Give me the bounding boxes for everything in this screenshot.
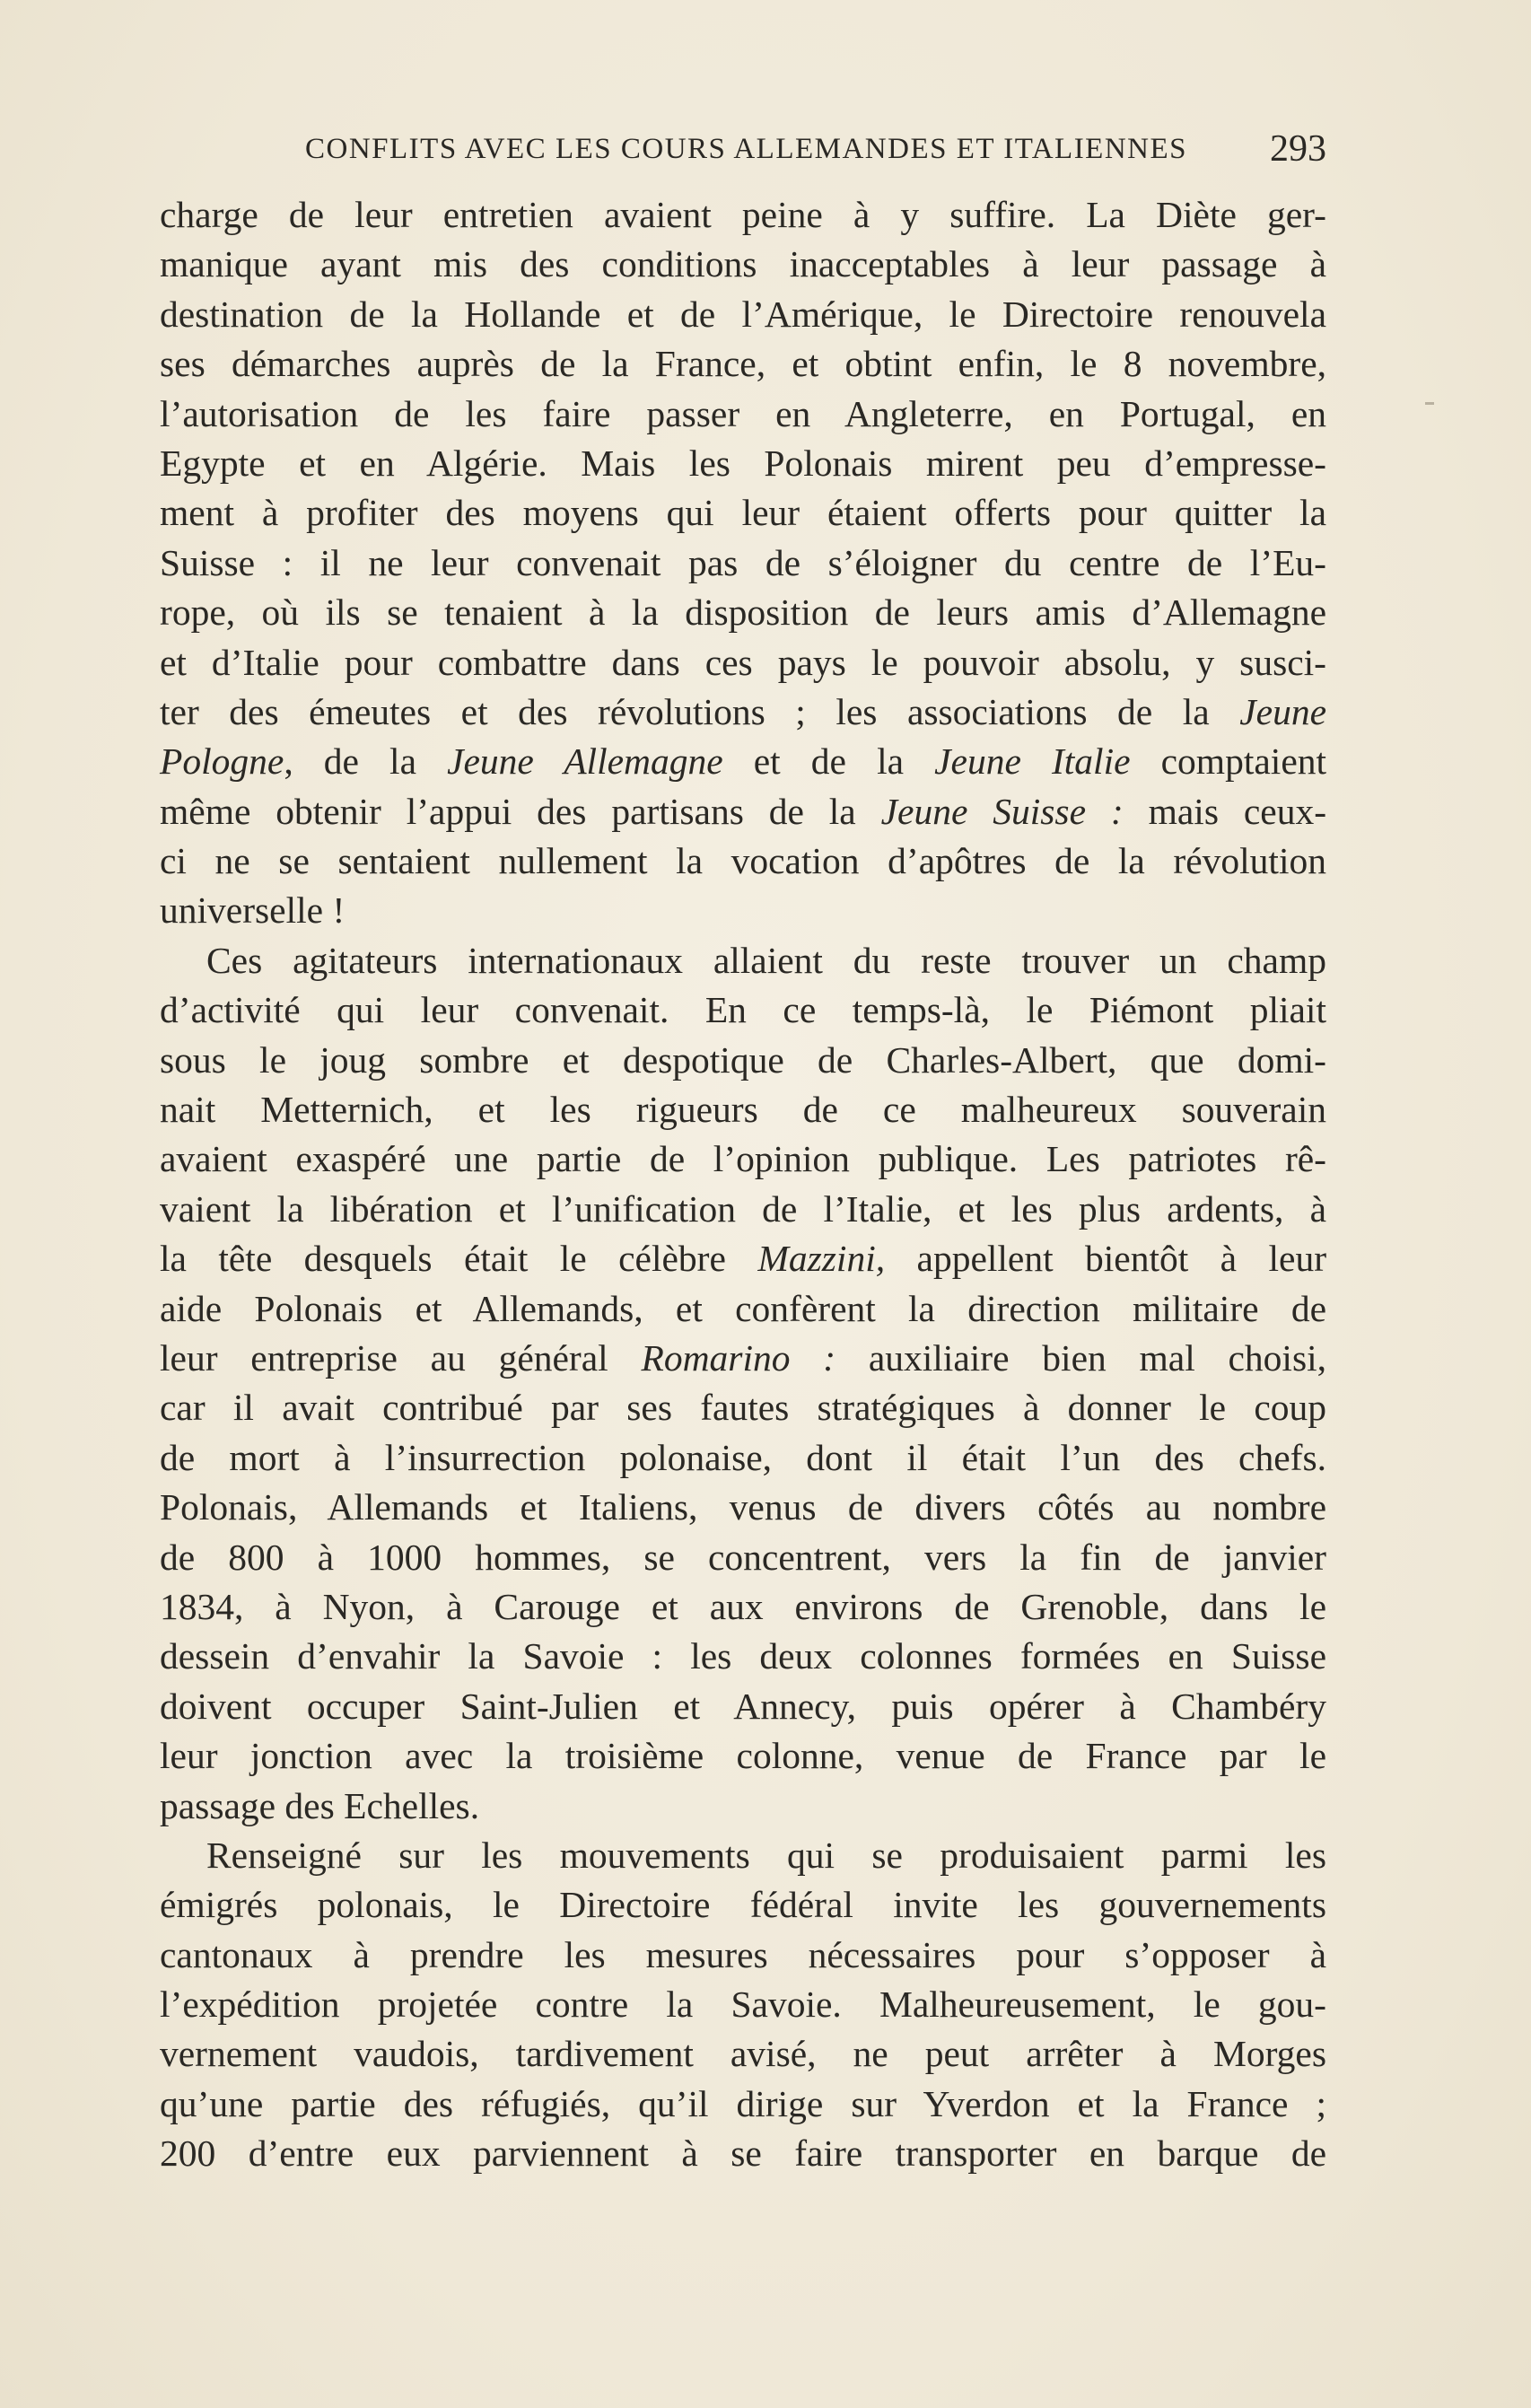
italic-segment: Jeune Italie bbox=[934, 740, 1131, 783]
text-line: sous le joug sombre et despotique de Charles-Albert, que domi- bbox=[160, 1038, 1326, 1081]
text-line: destination de la Hollande et de l’Amérique, le Directoire renouvela bbox=[160, 293, 1326, 335]
text-segment: ter des émeutes et des révolutions ; les associations de la bbox=[160, 690, 1210, 732]
text-line: nait Metternich, et les rigueurs de ce malheureux souverain bbox=[160, 1089, 1326, 1131]
text-line bbox=[160, 1234, 1326, 1283]
text-line bbox=[160, 737, 1326, 786]
text-line: doivent occuper Saint-Julien et Annecy, puis opérer à Chambéry bbox=[160, 1685, 1326, 1727]
text-line bbox=[160, 1334, 1326, 1383]
text-line: Renseigné sur les mouvements qui se produisaient parmi les bbox=[206, 1834, 1326, 1876]
text-segment: mais ceux- bbox=[1148, 790, 1327, 832]
text-line: passage des Echelles. bbox=[160, 1784, 480, 1826]
text-segment: , de la bbox=[284, 740, 416, 783]
text-line: vernement vaudois, tardivement avisé, ne peut arrêter à Morges bbox=[160, 2033, 1326, 2075]
text-line: 200 d’entre eux parviennent à se faire transporter en barque de bbox=[160, 2132, 1326, 2175]
italic-segment: Jeune Suisse : bbox=[880, 790, 1124, 832]
text-segment: la tête desquels était le célèbre bbox=[160, 1238, 726, 1280]
text-line: Suisse : il ne leur convenait pas de s’éloigner du centre de l’Eu- bbox=[160, 541, 1326, 583]
text-line: l’autorisation de les faire passer en Angleterre, en Portugal, en bbox=[160, 392, 1326, 434]
text-line: vaient la libération et l’unification de l’Italie, et les plus ardents, à bbox=[160, 1187, 1326, 1230]
text-segment: même obtenir l’appui des partisans de la bbox=[160, 790, 856, 832]
text-line: charge de leur entretien avaient peine à y suffire. La Diète ger- bbox=[160, 194, 1326, 235]
text-line: cantonaux à prendre les mesures nécessaires pour s’opposer à bbox=[160, 1933, 1326, 1975]
italic-segment: Jeune Allemagne bbox=[447, 740, 723, 783]
text-segment: leur entreprise au général bbox=[160, 1336, 608, 1379]
text-segment: appellent bientôt à leur bbox=[916, 1238, 1327, 1280]
text-line: universelle ! bbox=[160, 889, 346, 932]
text-line: 1834, à Nyon, à Carouge et aux environs de Grenoble, dans le bbox=[160, 1585, 1326, 1627]
text-line: ment à profiter des moyens qui leur étaient offerts pour quitter la bbox=[160, 492, 1326, 534]
text-line: Ces agitateurs internationaux allaient du reste trouver un champ bbox=[206, 939, 1326, 981]
text-line: dessein d’envahir la Savoie : les deux colonnes formées en Suisse bbox=[160, 1635, 1326, 1677]
running-head: CONFLITS AVEC LES COURS ALLEMANDES ET ITALIENNES bbox=[305, 133, 1188, 165]
text-line: ci ne se sentaient nullement la vocation d’apôtres de la révolution bbox=[160, 840, 1326, 882]
page-number: 293 bbox=[1270, 128, 1326, 170]
text-segment: comptaient bbox=[1160, 740, 1327, 783]
text-line: manique ayant mis des conditions inacceptables à leur passage à bbox=[160, 243, 1326, 285]
italic-segment: Pologne bbox=[160, 740, 284, 783]
text-line bbox=[160, 687, 1326, 737]
text-line: émigrés polonais, le Directoire fédéral invite les gouvernements bbox=[160, 1884, 1326, 1926]
text-line: ses démarches auprès de la France, et obtint enfin, le 8 novembre, bbox=[160, 343, 1326, 385]
text-line: l’expédition projetée contre la Savoie. Malheureusement, le gou- bbox=[160, 1983, 1326, 2026]
text-line: Polonais, Allemands et Italiens, venus de divers côtés au nombre bbox=[160, 1486, 1326, 1528]
italic-segment: Mazzini, bbox=[757, 1238, 886, 1280]
page-header bbox=[160, 127, 1326, 181]
text-line: de 800 à 1000 hommes, se concentrent, vers la fin de janvier bbox=[160, 1536, 1326, 1578]
text-line bbox=[160, 787, 1326, 836]
italic-segment: Jeune bbox=[1239, 690, 1327, 732]
text-line: avaient exaspéré une partie de l’opinion publique. Les patriotes rê- bbox=[160, 1138, 1326, 1180]
text-line: qu’une partie des réfugiés, qu’il dirige sur Yverdon et la France ; bbox=[160, 2082, 1326, 2124]
text-line: d’activité qui leur convenait. En ce temps-là, le Piémont pliait bbox=[160, 989, 1326, 1031]
text-line: rope, où ils se tenaient à la disposition de leurs amis d’Allemagne bbox=[160, 591, 1326, 634]
margin-mark bbox=[1425, 402, 1434, 405]
body-text bbox=[160, 190, 1326, 2179]
text-line: et d’Italie pour combattre dans ces pays le pouvoir absolu, y susci- bbox=[160, 641, 1326, 683]
text-segment: et de la bbox=[753, 740, 905, 783]
text-line: Egypte et en Algérie. Mais les Polonais mirent peu d’empresse- bbox=[160, 442, 1326, 484]
text-line: de mort à l’insurrection polonaise, dont il était l’un des chefs. bbox=[160, 1436, 1326, 1478]
italic-segment: Romarino : bbox=[641, 1336, 836, 1379]
text-line: leur jonction avec la troisième colonne, venue de France par le bbox=[160, 1735, 1326, 1777]
text-line: aide Polonais et Allemands, et confèrent la direction militaire de bbox=[160, 1287, 1326, 1329]
text-segment: auxiliaire bien mal choisi, bbox=[868, 1336, 1326, 1379]
text-line: car il avait contribué par ses fautes stratégiques à donner le coup bbox=[160, 1387, 1326, 1429]
